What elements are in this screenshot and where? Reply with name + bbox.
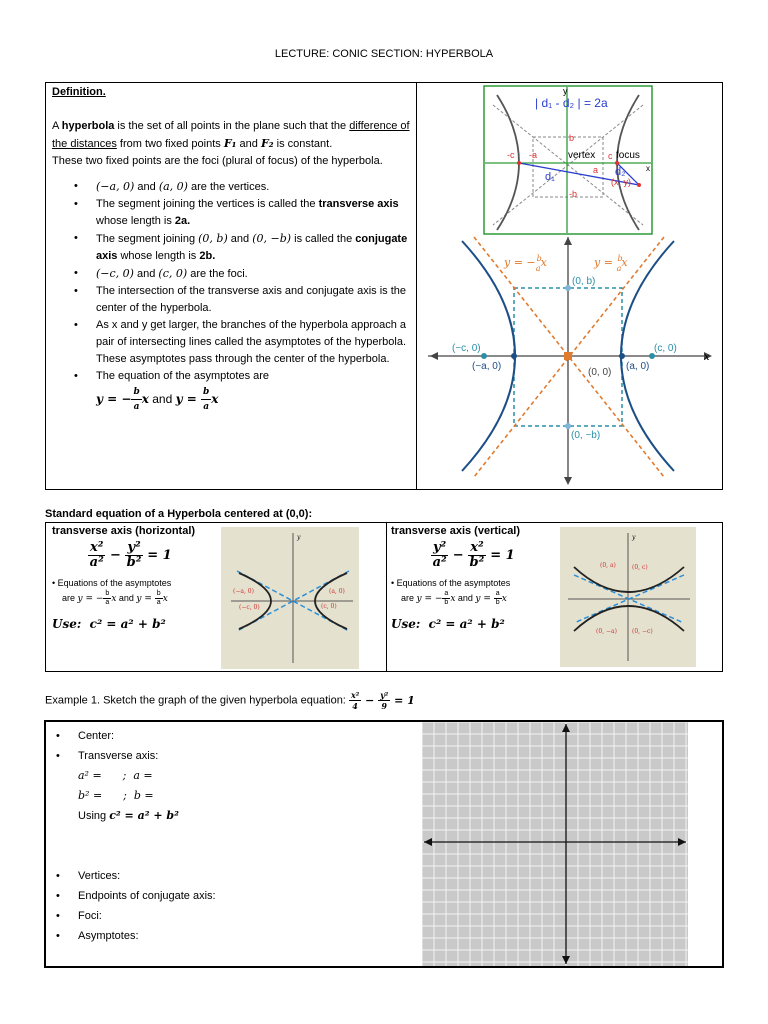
point-label: (0, −a) bbox=[596, 628, 617, 635]
vertical-equation: $\frac{\text{y²}}{\text{a²}}$ − $\frac{\text{x²}}{\text{b²}}$ = 1 bbox=[432, 540, 515, 570]
point-c-label: (c, 0) bbox=[654, 343, 677, 354]
horizontal-label: transverse axis (horizontal) bbox=[52, 525, 196, 537]
foci-row: • Foci: bbox=[56, 910, 102, 922]
point-neg-c-label: (−c, 0) bbox=[452, 343, 481, 354]
point-label: (0, a) bbox=[600, 562, 616, 569]
point-xy-label: (x, y) bbox=[611, 177, 631, 187]
b-squared-row: b² = ; b = bbox=[78, 789, 154, 802]
vertical-section bbox=[391, 525, 551, 631]
right-asymptote-label: y = $^b$ ax bbox=[594, 254, 628, 273]
definition-paragraph-1: A hyperbola is the set of all points in the plane such that the difference of the distances from two fixed points F₁ and F₂ is constant. bbox=[52, 120, 410, 150]
example-1-worksheet bbox=[56, 726, 216, 946]
b-label: b bbox=[569, 133, 575, 143]
point-0-neg-b-label: (0, −b) bbox=[571, 430, 601, 441]
point-label: (0, −c) bbox=[632, 628, 653, 635]
neg-c-label: -c bbox=[507, 150, 515, 160]
asymptotes-row: • Asymptotes: bbox=[56, 930, 139, 942]
list-item: • The intersection of the transverse axis and conjugate axis is the center of the hyperbola. bbox=[96, 283, 414, 317]
vertex-label: vertex bbox=[568, 150, 596, 161]
d1-label: d₁ bbox=[545, 171, 555, 183]
endpoints-row: • Endpoints of conjugate axis: bbox=[56, 890, 216, 902]
hyperbola-distance-diagram bbox=[483, 85, 653, 235]
a-squared-row: a² = ; a = bbox=[78, 769, 153, 782]
neg-a-label: -a bbox=[529, 150, 538, 160]
hyperbola-labeled-diagram bbox=[428, 235, 720, 487]
list-item: • The segment joining (0, b) and (0, −b) is called the conjugate axis whose length is 2b. bbox=[96, 230, 414, 265]
vertical-asymptotes: • Equations of the asymptotes are y = − $\frac{a}{b}$ x and y = $\frac{a}{b}$ x bbox=[391, 578, 511, 606]
list-item: • The segment joining the vertices is called the transverse axis whose length is 2a. bbox=[96, 196, 414, 230]
using-row: Using c² = a² + b² bbox=[78, 809, 179, 822]
vertical-label: transverse axis (vertical) bbox=[391, 525, 521, 537]
y-axis-label: y bbox=[563, 86, 568, 96]
y-axis-label: y bbox=[297, 534, 301, 541]
c-label: c bbox=[608, 151, 613, 161]
list-item: • (−c, 0) and (c, 0) are the foci. bbox=[96, 265, 414, 283]
page-title: LECTURE: CONIC SECTION: HYPERBOLA bbox=[274, 48, 494, 60]
x-axis-label: x bbox=[646, 164, 650, 173]
definition-paragraph-2: These two fixed points are the foci (plural of focus) of the hyperbola. bbox=[52, 155, 383, 167]
list-item: • The equation of the asymptotes are y = − $\frac{b}{a}$ x and y = $\frac{b}{a}$ x bbox=[96, 368, 414, 414]
point-label: (−a, 0) bbox=[233, 588, 254, 595]
horizontal-section bbox=[52, 525, 212, 631]
a-label: a bbox=[593, 165, 599, 175]
d2-label: d₂ bbox=[615, 166, 626, 178]
point-label: (−c, 0) bbox=[239, 604, 260, 611]
definition-heading: Definition. bbox=[52, 86, 106, 98]
graph-paper-grid bbox=[422, 722, 688, 966]
point-0-b-label: (0, b) bbox=[572, 276, 596, 287]
vertical-hyperbola-graph bbox=[560, 527, 696, 667]
horizontal-equation: $\frac{\text{x²}}{\text{a²}}$ − $\frac{\text{y²}}{\text{b²}}$ = 1 bbox=[89, 540, 172, 570]
definition-list bbox=[52, 178, 414, 414]
list-item: • As x and y get larger, the branches of the hyperbola approach a pair of intersecting lines called the asymptotes of the hyperbola. These asymptotes pass through the center of the hyperbola. bbox=[96, 317, 414, 368]
focus-label: focus bbox=[616, 150, 640, 161]
example-1-heading: Example 1. Sketch the graph of the given hyperbola equation: $\frac{\text{x²}}{4}$ − $\frac{\text{y²}}{9}$ = 1 bbox=[45, 690, 415, 711]
point-origin-label: (0, 0) bbox=[588, 367, 612, 378]
x-axis-label: x bbox=[704, 352, 710, 363]
standard-equation-title: Standard equation of a Hyperbola centered at (0,0): bbox=[45, 508, 313, 520]
y-axis-label: y bbox=[632, 534, 636, 541]
distance-formula: | d₁ - d₂ | = 2a bbox=[535, 96, 608, 110]
list-item: • (−a, 0) and (a, 0) are the vertices. bbox=[96, 178, 414, 196]
definition-text bbox=[52, 84, 414, 414]
transverse-row: • Transverse axis: bbox=[56, 750, 159, 762]
point-label: (0, c) bbox=[632, 564, 648, 571]
neg-b-label: -b bbox=[569, 189, 578, 199]
horizontal-use: Use: c² = a² + b² bbox=[52, 617, 166, 631]
horizontal-hyperbola-graph bbox=[221, 527, 359, 669]
horizontal-asymptotes: • Equations of the asymptotes are y = − $\frac{b}{a}$ x and y = $\frac{b}{a}$ x bbox=[52, 578, 172, 606]
point-label: (c, 0) bbox=[321, 603, 337, 610]
vertical-use: Use: c² = a² + b² bbox=[391, 617, 505, 631]
point-label: (a, 0) bbox=[329, 588, 345, 595]
point-a-label: (a, 0) bbox=[626, 361, 650, 372]
center-row: • Center: bbox=[56, 730, 115, 742]
vertices-row: • Vertices: bbox=[56, 870, 121, 882]
point-neg-a-label: (−a, 0) bbox=[472, 361, 502, 372]
left-asymptote-label: y = −$^b$ ax bbox=[504, 254, 547, 273]
